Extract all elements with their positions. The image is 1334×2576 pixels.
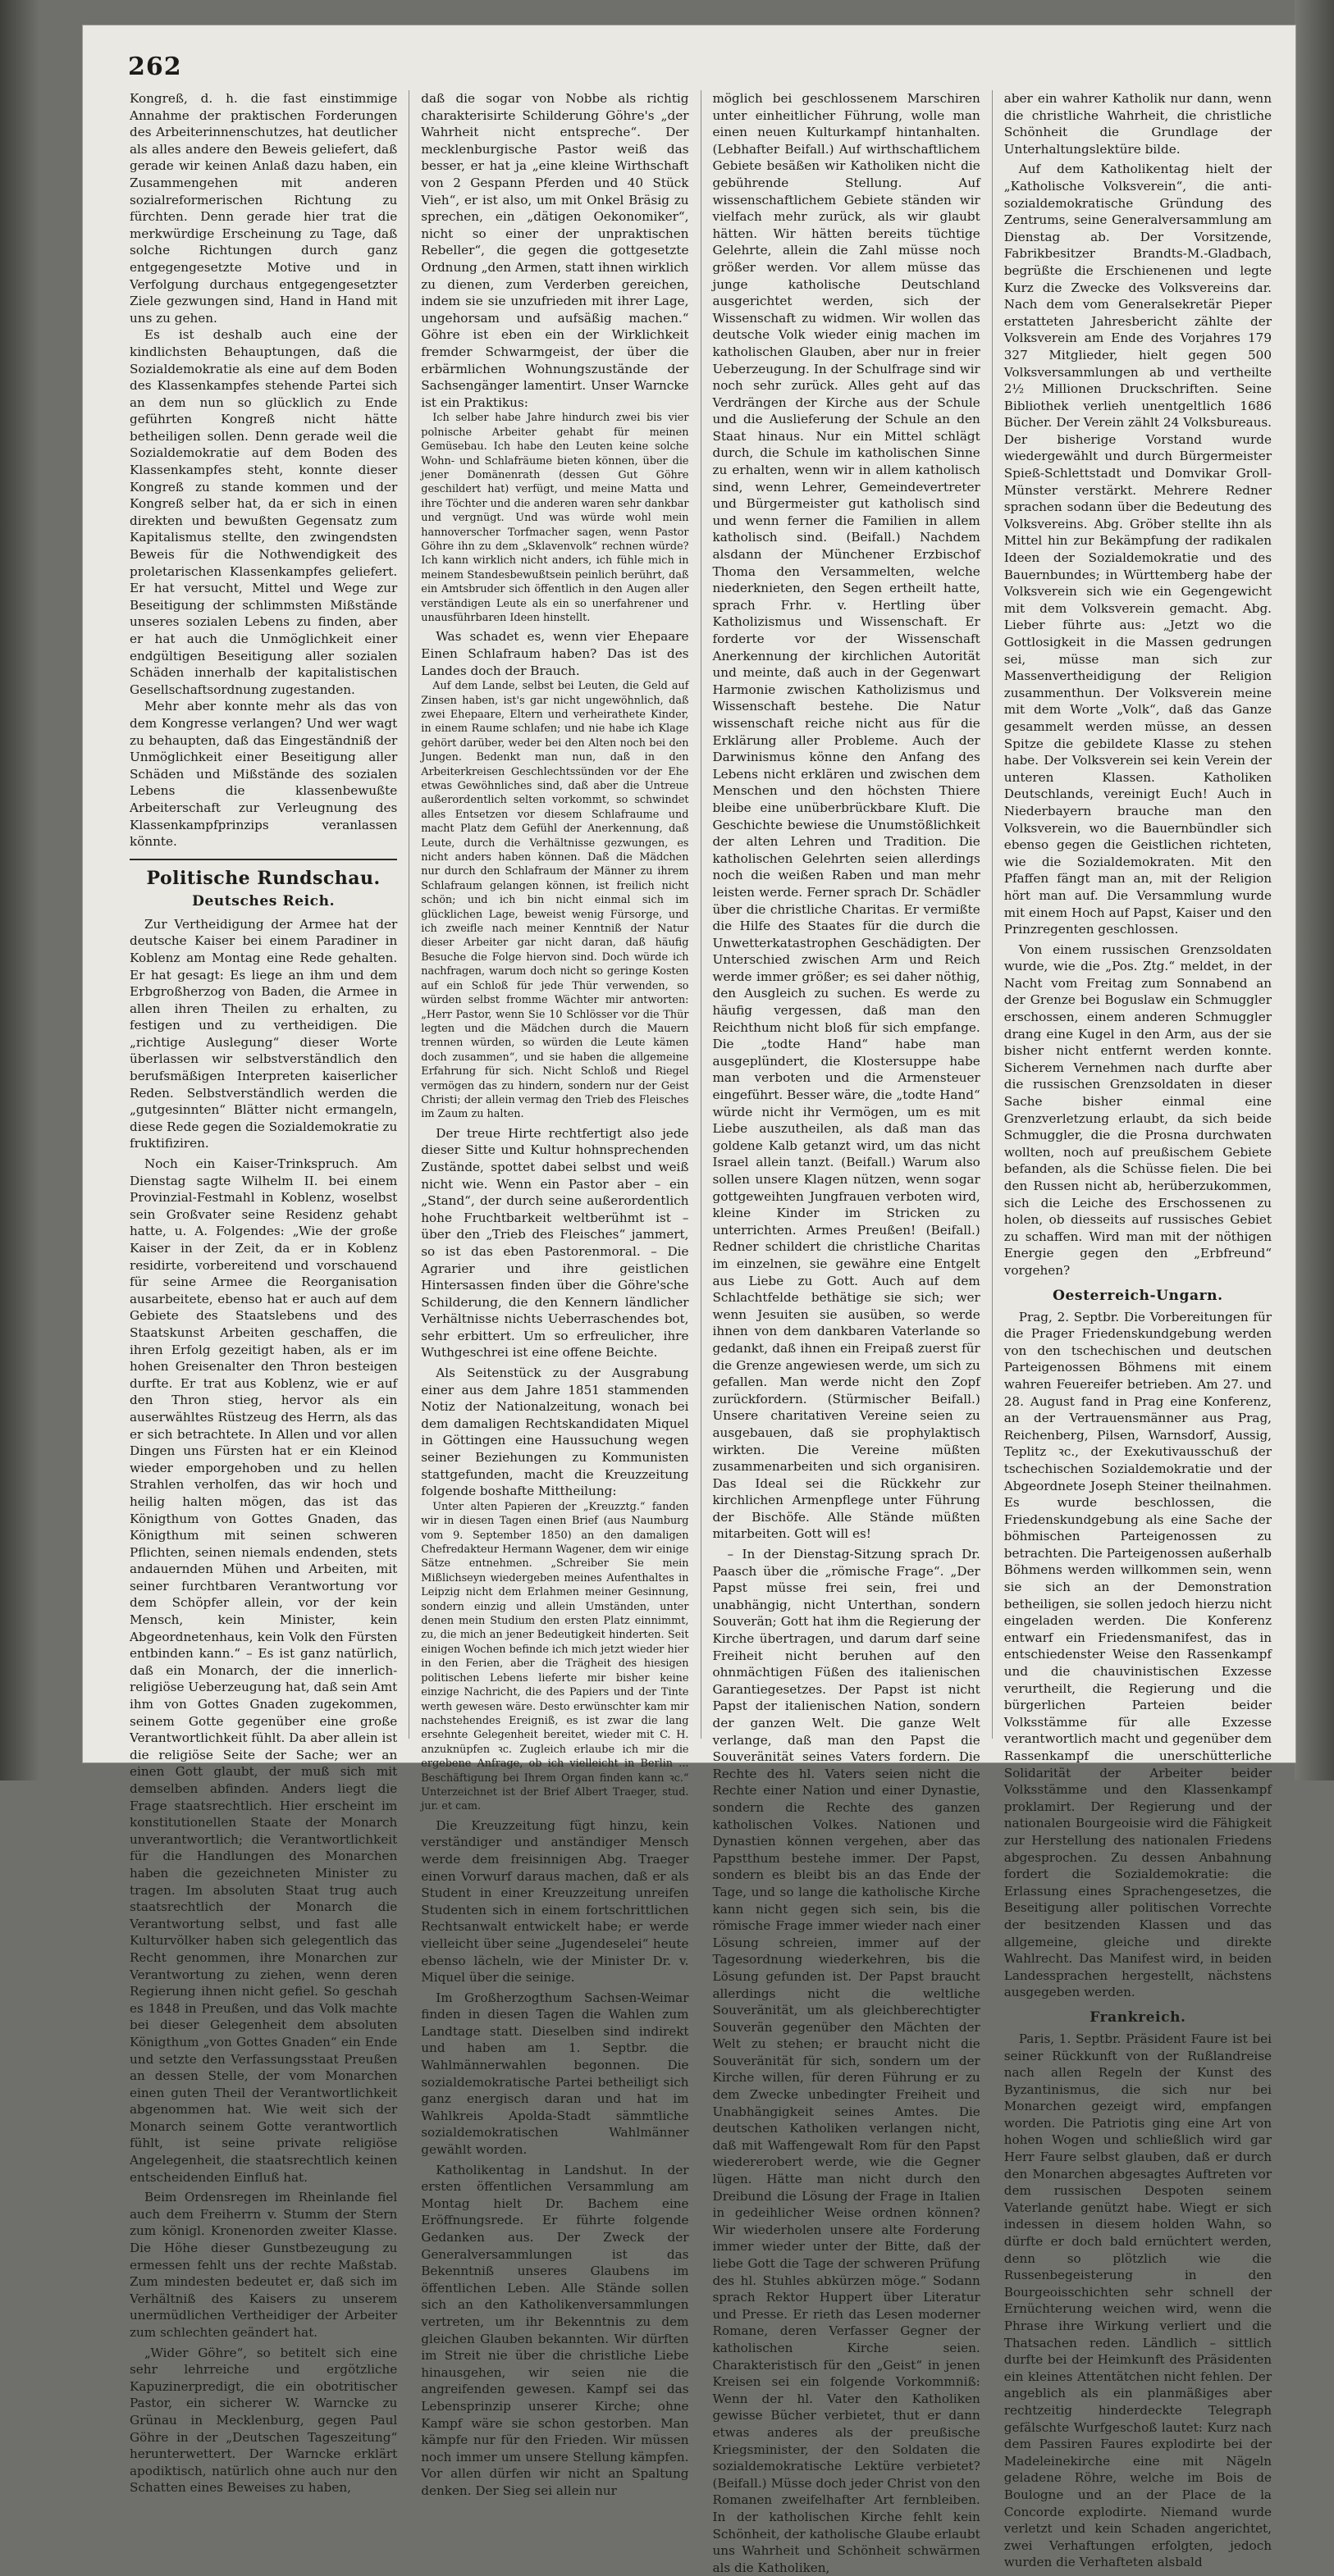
- quoted-passage: Auf dem Lande, selbst bei Leuten, die Geld auf Zinsen haben, ist's gar nicht ungewöhnlich, daß zwei Ehepaare, Eltern und verheirathete Kinder, in einem Raume schlafen; und nie habe ich Klage gehört darüber, weder bei den Alten noch bei den Jungen. Bedenkt man nun, daß in den Arbeiterkreisen Geschlechtssünden vor der Ehe etwas Gewöhnliches sind, daß aber die Untreue außerordentlich selten vorkommt, so schwindet alles Entsetzen vor diesem Schlafraume und macht Platz dem Gefühl der Anerkennung, daß Leute, durch die Verhältnisse gezwungen, es nicht anders haben können. Daß die Mädchen nur durch den Schlafraum der Männer zu ihrem Schlafraum gelangen können, ist freilich nicht schön; und ich bin nicht einmal sich im glücklichen Lage, beweist wenig Fürsorge, und ich zweifle nach meiner Kenntniß der Natur dieser Arbeiter gar nicht daran, daß häufig Besuche die Folge hiervon sind. Doch würde ich nachfragen, warum doch nicht so geringe Kosten auf ein Schloß für jede Thür verwenden, so würden selbst fromme Wächter mir antworten: „Herr Pastor, wenn Sie 10 Schlösser vor die Thür legten und die Mädchen durch die Mauern trennen würden, so würden die Leute kämen doch zusammen“, und sie haben die allgemeine Erfahrung für sich. Nicht Schloß und Riegel vermögen das zu hindern, sondern nur der Geist Christi; der allein vermag den Trieb des Fleisches im Zaum zu halten.: [421, 680, 689, 1121]
- column-4: [992, 90, 1283, 2570]
- paragraph: „Wider Göhre“, so betitelt sich eine sehr lehrreiche und ergötzliche Kapuzinerpredigt, die ein obotritischer Pastor, ein sicherer W. Warncke zu Grünau in Mecklenburg, gegen Paul Göhre in der „Deutschen Tageszeitung“ herunterwettert. Der Warncke erklärt apodiktisch, natürlich ohne auch nur den Schatten eines Beweises zu haben,: [130, 2345, 398, 2496]
- paragraph: Paris, 1. Septbr. Präsident Faure ist bei seiner Rückkunft von der Rußlandreise nach allen Regeln der Kunst des Byzantinismus, die sich nur bei Monarchen gezeigt wird, empfangen worden. Die Patriotis ging eine Art von hohen Wogen und schließlich wird gar Herr Faure selbst glauben, daß er durch den Monarchen abgesagtes Auftreten vor dem russischen Despoten seinem Vaterlande genützt habe. Wiegt er sich indessen in diesem holden Wahn, so dürfte er doch bald ernüchtert werden, denn so plötzlich wie die Russenbegeisterung in den Bourgeoisschichten sehr schnell der Ernüchterung weichen wird, wenn die Phrase ihre Wirkung verliert und die Thatsachen reden. Ländlich – sittlich durfte bei der Heimkunft des Präsidenten ein kleines Attentätchen nicht fehlen. Der angeblich als ein planmäßiges aber rechtzeitig hinderdeckte Telegraph gefälschte Wurfgeschoß lautet: Kurz nach dem Passiren Faures explodirte bei der Madeleinekirche eine mit Nägeln geladene Röhre, welche im Bois de Boulogne und an der Place de la Concorde explodirte. Niemand wurde verletzt und kein Schaden angerichtet, zwei Verhaftungen erfolgten, jedoch wurden die Verhafteten alsbald: [1003, 2031, 1272, 2570]
- paragraph: Mehr aber konnte mehr als das von dem Kongresse verlangen? Und wer wagt zu behaupten, daß das Eingeständniß der Unmöglichkeit einer Beseitigung aller Schäden und Mißstände des sozialen Lebens die klassenbewußte Arbeiterschaft zur Verleugnung des Klassenkampfprinzips veranlassen könnte.: [130, 699, 398, 850]
- newspaper-page: [82, 25, 1296, 2575]
- paragraph: – In der Dienstag-Sitzung sprach Dr. Paasch über die „römische Frage“. „Der Papst müsse frei sein, frei und unabhängig, nicht Unterthan, sondern Souverän; Gott hat ihm die Regierung der Kirche übertragen, und darum darf seine Freiheit nicht beruhen auf den ohnmächtigen Füßen des italienischen Garantiegesetzes. Der Papst ist nicht Papst der italienischen Nation, sondern der ganzen Welt. Die ganze Welt verlange, daß man den Papst die Souveränität seines Vaters fordern. Die Rechte des hl. Vaters seien nicht die Rechte einer Nation und einer Dynastie, sondern die Rechte des ganzen katholischen Volkes. Nationen und Dynastien können vergehen, aber das Papstthum bestehe immer. Der Papst, sondern es bleibt bis an das Ende der Tage, und so lange die katholische Kirche kann nicht gegen sich sein, bis die römische Frage immer wieder nach einer Lösung schreien, immer auf der Tagesordnung wiederkehren, bis die Lösung gefunden ist. Der Papst braucht allerdings nicht die weltliche Souveränität, um als gleichberechtigter Souverän gegenüber den Mächten der Welt zu stehen; er braucht nicht die Souveränität für sich, sondern um der Kirche willen, für deren Führung er zu dem Zwecke unbedingter Freiheit und Unabhängigkeit seines Amtes. Die deutschen Katholiken verlangen nicht, daß mit Waffengewalt Rom für den Papst wiedererobert werde, wie die Gegner lügen. Hätte man nicht durch den Dreibund die Lösung der Frage in Italien in gedeihlicher Weise ordnen können? Wir wiederholen unsere alte Forderung immer wieder unter der Bitte, daß der liebe Gott die Tage der schweren Prüfung des hl. Stuhles abkürzen möge.“ Sodann sprach Rektor Huppert über Literatur und Presse. Er rieth das Lesen moderner Romane, deren Verfasser Gegner der katholischen Kirche seien. Charakteristisch für den „Geist“ in jenen Kreisen sei ein folgende Vorkommniß: Wenn der hl. Vater den Katholiken gewisse Bücher verbietet, thut er dann etwas anderes als der preußische Kriegsminister, der den Soldaten die sozialdemokratische Lektüre verbietet? (Beifall.) Müsse doch jeder Christ von den Romanen zweifelhafter Art fernbleiben. In der katholischen Kirche fehlt kein Schönheit, der katholische Glaube erlaubt uns Wahrheit und Schönheit schwärmen als die Katholiken,: [712, 1547, 980, 2575]
- subsection-heading: Oesterreich-Ungarn.: [1053, 1287, 1223, 1304]
- paragraph: aber ein wahrer Katholik nur dann, wenn die christliche Wahrheit, die christliche Schönheit die Grundlage der Unterhaltungslektüre bilde.: [1003, 91, 1272, 157]
- column-1: [128, 90, 409, 2496]
- paragraph: Katholikentag in Landshut. In der ersten öffentlichen Versammlung am Montag hielt Dr. Bachem eine Eröffnungsrede. Er führte folgende Gedanken aus. Der Zweck der Generalversammlungen ist das Bekenntniß unseres Glaubens im öffentlichen Leben. Alle Stände sollen sich an den Katholikenversammlungen vertreten, um ihr Bekenntnis zu dem gleichen Glauben bekannten. Wir dürften im Streit nie über die christliche Liebe hinausgehen, wir seien nie die angreifenden gewesen. Kampf sei das Lebensprinzip unserer Kirche; ohne Kampf wäre sie schon gestorben. Man kämpfe nur für den Frieden. Wir müssen noch immer um unsere Stellung kämpfen. Vor allen dürfen wir nicht an Spaltung denken. Der Sieg sei allein nur: [421, 2162, 689, 2498]
- book-spine-shadow: [0, 0, 39, 1780]
- text-columns: [128, 90, 1283, 2575]
- paragraph: daß die sogar von Nobbe als richtig charakterisirte Schilderung Göhre's „der Wahrheit nicht entspreche“. Der mecklenburgische Pastor weiß das besser, er hat ja „eine kleine Wirthschaft von 2 Gespann Pferden und 40 Stück Vieh“, er ist also, um mit Onkel Bräsig zu sprechen, ein „dätigen Oekonomiker“, nicht so einer der unpraktischen Rebeller“, die gegen die gottgesetzte Ordnung „den Armen, statt ihnen wirklich zu dienen, zum Verderben gereichen, indem sie sie unzufrieden mit ihrer Lage, ungehorsam und aufsäßig machen.“ Göhre ist eben ein der Wirklichkeit fremder Schwarmgeist, der über die erbärmlichen Wohnungszustände der Sachsengänger lamentirt. Unser Warncke ist ein Praktikus:: [421, 91, 689, 410]
- paragraph: Im Großherzogthum Sachsen-Weimar finden in diesen Tagen die Wahlen zum Landtage statt. Dieselben sind indirekt und haben am 1. Septbr. die Wahlmännerwahlen begonnen. Die sozialdemokratische Partei betheiligt sich ganz energisch daran und hat im Wahlkreis Apolda-Stadt sämmtliche sozialdemokratischen Wahlmänner gewählt worden.: [421, 1990, 689, 2158]
- column-3: [701, 90, 992, 2575]
- paragraph: Noch ein Kaiser-Trinkspruch. Am Dienstag sagte Wilhelm II. bei einem Provinzial-Festmahl in Koblenz, woselbst sein Großvater seine Residenz gehabt hatte, u. A. Folgendes: „Wie der große Kaiser in der Zeit, da er in Koblenz residirte, vorbereitend und vorschauend für seine Armee die Reorganisation ausarbeitete, ebenso hat er auch auf dem Gebiete des Staatslebens und des Staatskunst Arbeiten geschaffen, die ihren Erfolg gezeitigt haben, als er im hohen Greisenalter den Thron besteigen durfte. Er trat aus Koblenz, wie er auf den Thron stieg, hervor als ein auserwähltes Rüstzeug des Herrn, als das er sich betrachtete. In Allen und vor allen Dingen uns Fürsten hat er ein Kleinod wieder emporgehoben und zu hellen Strahlen verholfen, das wir hoch und heilig halten mögen, das ist das Königthum von Gottes Gnaden, das Königthum mit seinen schweren Pflichten, seinen niemals endenden, stets andauernden Mühen und Arbeiten, mit seiner furchtbaren Verantwortung vor dem Schöpfer allein, vor der kein Mensch, kein Minister, kein Abgeordnetenhaus, kein Volk den Fürsten entbinden kann.“ – Es ist ganz natürlich, daß ein Monarch, der die innerlich-religiöse Ueberzeugung hat, daß sein Amt ihm von Gottes Gnaden zugekommen, seinem Gotte gegenüber eine große Verantwortlichkeit fühlt. Da aber allein ist die religiöse Seite der Sache; wer an einen Gott glaubt, der muß sich mit demselben abfinden. Anders liegt die Frage staatsrechtlich. Hier erscheint im konstitutionellen Staate der Monarch unverantwortlich; die Verantwortlichkeit für die Handlungen des Monarchen haben die gezeichneten Minister zu tragen. Im absoluten Staat trug auch staatsrechtlich der Monarch die Verantwortung selbst, und fast alle Kulturvölker haben sich gelegentlich das Recht genommen, ihre Monarchen zur Verantwortung zu ziehen, wenn deren Regierung ihnen nicht gefiel. So geschah es 1848 in Preußen, und das Volk machte bei dieser Gelegenheit dem absoluten Königthum „von Gottes Gnaden“ ein Ende und setzte den Verfassungsstaat Preußen an dessen Stelle, der vom Monarchen einen guten Theil der Verantwortlichkeit abgenommen hat. Wie weit sich der Monarch seinem Gotte verantwortlich fühlt, ist seine private religiöse Angelegenheit, die staatsrechtlich keinen entscheidenden Einfluß hat.: [130, 1156, 398, 2185]
- paragraph: Kongreß, d. h. die fast einstimmige Annahme der praktischen Forderungen des Arbeiterinnenschutzes, hat deutlicher als alles andere den Beweis geliefert, daß gerade wir keinen Anlaß dazu haben, ein Zusammengehen mit anderen sozialreformerischen Richtung zu fürchten. Denn gerade hier trat die merkwürdige Erscheinung zu Tage, daß solche Richtungen durch ganz entgegengesetzte Motive und in Verfolgung durchaus entgegengesetzter Ziele gezwungen sind, Hand in Hand mit uns zu gehen.: [130, 91, 398, 326]
- paragraph: Zur Vertheidigung der Armee hat der deutsche Kaiser bei einem Paradiner in Koblenz am Montag eine Rede gehalten. Er hat gesagt: Es liege an ihm und dem Erbgroßherzog von Baden, die Armee in allen ihren Theilen zu erhalten, zu festigen und zu vertheidigen. Die „richtige Auslegung“ dieser Worte überlassen wir selbstverständlich den berufsmäßigen Interpreten kaiserlicher Reden. Selbstverständlich werden die „gutgesinnten“ Blätter nicht ermangeln, diese Rede gegen die Sozialdemokratie zu fruktifiziren.: [130, 916, 398, 1151]
- paragraph: Als Seitenstück zu der Ausgrabung einer aus dem Jahre 1851 stammenden Notiz der Nationalzeitung, wonach bei dem damaligen Rechtskandidaten Miquel in Göttingen eine Haussuchung wegen seiner Beziehungen zu Kommunisten stattgefunden, macht die Kreuzzeitung folgende boshafte Mittheilung:: [421, 1366, 689, 1499]
- paragraph: Der treue Hirte rechtfertigt also jede dieser Sitte und Kultur hohnsprechenden Zustände, spottet dabei selbst und weiß nicht wie. Wenn ein Pastor aber – ein „Stand“, der durch seine außerordentlich hohe Fruchtbarkeit weltberühmt ist – über den „Trieb des Fleisches“ jammert, so ist das eben Pastorenmoral. – Die Agrarier und ihre geistlichen Hintersassen finden über die Göhre'sche Schilderung, die den Kennern ländlicher Verhältnisse nichts Ueberraschendes bot, sehr erbittert. Um so erfreulicher, ihre Wuthgeschrei ist eine offene Beichte.: [421, 1125, 689, 1361]
- paragraph: Was schadet es, wenn vier Ehepaare Einen Schlafraum haben? Das ist des Landes doch der Brauch.: [421, 629, 689, 678]
- subsection-heading: Frankreich.: [1090, 2008, 1186, 2026]
- paragraph: möglich bei geschlossenem Marschiren unter einheitlicher Führung, wolle man einen neuen Kulturkampf hintanhalten. (Lebhafter Beifall.) Auf wirthschaftlichem Gebiete besäßen wir Katholiken nicht die gebührende Stellung. Auf wissenschaftlichem Gebiete ständen wir vielfach mehr zurück, als wir glaubt hätten. Wir hätten bereits tüchtige Gelehrte, allein die Zahl müsse noch größer werden. Vor allem müsse das junge katholische Deutschland ausgerichtet werden, sich der Wissenschaft zu widmen. Wir wollen das deutsche Volk wieder einig machen im katholischen Glauben, aber nur in freier Ueberzeugung. In der Schulfrage sind wir noch sehr zurück. Alles geht auf das Verdrängen der Kirche aus der Schule und die Auslieferung der Schule an den Staat hinaus. Nur ein Mittel schlägt durch, die Schule im katholischen Sinne zu erhalten, wenn wir in allem katholisch sind, wenn Lehrer, Gemeindevertreter und Bürgermeister gut katholisch sind und wenn ferner die Familien in allem katholisch sind. (Beifall.) Nachdem alsdann der Münchener Erzbischof Thoma den Versammelten, welche niederknieten, den Segen ertheilt hatte, sprach Frhr. v. Hertling über Katholizismus und Wissenschaft. Er forderte vor der Wissenschaft Anerkennung der kirchlichen Autorität und meinte, daß auch in der Gegenwart Harmonie zwischen Katholizismus und Wissenschaft bestehe. Die Natur wissenschaft reiche nicht aus für die Erklärung aller Probleme. Auch der Darwinismus könne den Anfang des Lebens nicht erklären und zwischen dem Menschen und den höchsten Thiere bleibe eine unüberbrückbare Kluft. Die Geschichte bewiese die Unumstößlichkeit der alten Lehren und Tradition. Die katholischen Gelehrten seien allerdings noch die weißen Raben und man mehr leisten werde. Ferner sprach Dr. Schädler über die christliche Charitas. Er vermißte die Hilfe des Staates für die durch die Unwetterkatastrophen Geschädigten. Der Unterschied zwischen Arm und Reich werde immer größer; es sei daher nöthig, den Ausgleich zu suchen. Es werde zu häufig vergessen, daß man den Reichthum nicht bloß für sich empfange. Die „todte Hand“ habe man ausgeplündert, die Klostersuppe habe man verboten und die Armensteuer eingeführt. Besser wäre, die „todte Hand“ würde nicht ihr Vermögen, um es mit Liebe auszutheilen, als daß man das goldene Kalb getanzt wird, um das nicht Israel allein tanzt. (Beifall.) Warum also sollen unsere Klagen nützen, wenn sogar gottgeweihten Jungfrauen verboten wird, kleine Kinder im Stricken zu unterrichten. Armes Preußen! (Beifall.) Redner schildert die christliche Charitas im einzelnen, sie gewähre eine Entgelt aus Liebe zu Gott. Auch auf dem Schlachtfelde bethätige sie sich; wer wenn Jesuiten sie ausüben, so werde ihnen von dem dankbaren Vaterlande so gedankt, daß ihnen ein Freipaß zuerst für die Grenze angewiesen werde, um sich zu gefallen. Man werde nicht den Zopf zurückfordern. (Stürmischer Beifall.) Unsere charitativen Vereine seien zu ausgebauen, daß sie prophylaktisch wirkten. Die Vereine müßten zusammenarbeiten und sich organisiren. Das Ideal sei die Rückkehr zur kirchlichen Armenpflege unter Führung der Bischöfe. Alle Stände müßten mitarbeiten. Gott will es!: [712, 91, 980, 1542]
- paragraph: Beim Ordensregen im Rheinlande fiel auch dem Freiherrn v. Stumm der Stern zum königl. Kronenorden zweiter Klasse. Die Höhe dieser Gunstbezeugung zu ermessen fehlt uns der rechte Maßstab. Zum mindesten bedeutet er, daß sich im Verhältniß des Kaisers zu unserem unermüdlichen Vertheidiger der Arbeiter zum schlechten geändert hat.: [130, 2190, 398, 2340]
- column-2: [409, 90, 700, 2498]
- paragraph: Die Kreuzzeitung fügt hinzu, kein verständiger und anständiger Mensch werde dem freisinnigen Abg. Traeger einen Vorwurf daraus machen, daß er als Student in einer Kreuzzeitung unreifen Studenten sich in einem fortschrittlichen Rechtsanwalt entwickelt habe; er werde vielleicht über seine „Jugendeselei“ heute ebenso lächeln, wie der Minister Dr. v. Miquel über die seinige.: [421, 1817, 689, 1986]
- section-heading: Politische Rundschau.: [146, 867, 381, 889]
- paragraph: Von einem russischen Grenzsoldaten wurde, wie die „Pos. Ztg.“ meldet, in der Nacht vom Freitag zum Sonnabend an der Grenze bei Boguslaw ein Schmuggler erschossen, einem anderen Schmuggler drang eine Kugel in den Arm, aus der sie bisher nicht entfernt werden konnte. Sicherem Vernehmen nach durfte aber die russischen Grenzsoldaten in dieser Sache bisher einmal eine Grenzverletzung erlaubt, da sich beide Schmuggler, die die Prosna durchwaten wollten, noch auf preußischem Gebiete befanden, als die Schüsse fielen. Die bei den Russen nicht ab, herüberzukommen, sich die Leiche des Erschossenen zu holen, ob diesseits auf russisches Gebiet zu schaffen. Wird man mit der nöthigen Energie gegen den „Erbfreund“ vorgehen?: [1003, 941, 1272, 1278]
- paragraph: Auf dem Katholikentag hielt der „Katholische Volksverein“, die anti-sozialdemokratische Gründung des Zentrums, seine Generalversammlung am Dienstag ab. Der Vorsitzende, Fabrikbesitzer Brandts-M.-Gladbach, begrüßte die Erschienenen und legte Kurz die Zwecke des Volksvereins dar. Nach dem vom Generalsekretär Pieper erstatteten Jahresbericht zählte der Volksverein am Ende des Vorjahres 179 327 Mitglieder, hielt gegen 500 Volksversammlungen ab und vertheilte 2½ Millionen Druckschriften. Seine Bibliothek verlieh unentgeltlich 1686 Bücher. Der Verein zählt 24 Volksbureaus. Der bisherige Vorstand wurde wiedergewählt und durch Bürgermeister Spieß-Schlettstadt und Domvikar Groll-Münster verstärkt. Mehrere Redner sprachen sodann über die Bedeutung des Volksvereins. Abg. Gröber stellte ihn als Mittel hin zur Bekämpfung der radikalen Ideen der Sozialdemokratie und des Bauernbundes; in Württemberg habe der Volksverein sich wie ein Gegengewicht mit dem Volksverein gemacht. Abg. Lieber führte aus: „Jetzt wo die Gottlosigkeit in die Massen gedrungen sei, müsse man sich zur Massenvertheidigung der Religion zusammenthun. Der Volksverein meine mit dem Worte „Volk“, daß das Ganze gesammelt werden müsse, an dessen Spitze die gebildete Klasse zu stehen habe. Der Volksverein sei kein Verein der unteren Klassen. Katholiken Deutschlands, vereinigt Euch! Auch in Niederbayern brauche man den Volksverein, wo die Bauernbündler sich ebenso gegen die Geistlichen richteten, wie die Sozialdemokraten. Mit den Pfaffen fängt man an, mit der Religion hört man auf. Die Versammlung wurde mit einem Hoch auf Papst, Kaiser und den Prinzregenten geschlossen.: [1003, 162, 1272, 937]
- paragraph: Es ist deshalb auch eine der kindlichsten Behauptungen, daß die Sozialdemokratie als eine auf dem Boden des Klassenkampfes stehende Partei sich an dem nun so glücklich zu Ende geführten Kongreß nicht hätte betheiligen sollen. Denn gerade weil die Sozialdemokratie auf dem Boden des Klassenkampfes steht, konnte dieser Kongreß zu stande kommen und der Kongreß selber hat, da er sich in einen direkten und bewußten Gegensatz zum Kapitalismus stellte, den zwingendsten Beweis für die Nothwendigkeit des proletarischen Klassenkampfes geliefert. Er hat versucht, Mittel und Wege zur Beseitigung der schlimmsten Mißstände unseres sozialen Lebens zu finden, aber er hat auch die Unmöglichkeit einer endgültigen Beseitigung aller sozialen Schäden innerhalb der kapitalistischen Gesellschaftsordnung zugestanden.: [130, 327, 398, 697]
- quoted-passage: Unter alten Papieren der „Kreuzztg.“ fanden wir in diesen Tagen einen Brief (aus Naumburg vom 9. September 1850) an den damaligen Chefredakteur Hermann Wagener, dem wir einige Sätze entnehmen. „Schreiber Sie mein Mißlichseyn wiedergeben meines Aufenthaltes in Leipzig nicht dem Erlahmen meiner Gesinnung, sondern einzig und allein Umständen, unter denen mein Studium den ersten Platz einnimmt, zu, die mich an jener Bedeutigkeit hinderten. Seit einigen Wochen befinde ich mich jetzt wieder hier in den Ferien, aber die Trägheit des hiesigen politischen Lebens lieferte mir bisher keine einzige Nachricht, die des Papiers und der Tinte werth gewesen wäre. Desto erwünschter kam mir nachstehendes Ereigniß, es ist zwar die lang ersehnte Gelegenheit bereitet, wieder mit C. H. anzuknüpfen ꝛc. Zugleich erlaube ich mir die ergebene Anfrage, ob ich vielleicht in Berlin ... Beschäftigung bei Ihrem Organ finden kann ꝛc.“ Unterzeichnet ist der Brief Albert Traeger, stud. jur. et cam.: [421, 1500, 689, 1813]
- subsection-heading: Deutsches Reich.: [192, 892, 336, 910]
- page-number: 262: [128, 52, 182, 81]
- section-divider: [130, 859, 397, 860]
- quoted-passage: Ich selber habe Jahre hindurch zwei bis vier polnische Arbeiter gehabt für meinen Gemüsebau. Ich habe den Leuten keine solche Wohn- und Schlafräume bieten können, über die jener Domänenrath (dessen Gut Göhre geschildert hat) verfügt, und meine Matta und ihre Töchter und die anderen waren sehr dankbar und vergnügt. Und was würde wohl mein hannoverscher Torfmacher sagen, wenn Pastor Göhre ihn zu dem „Sklavenvolk“ rechnen würde? Ich kann wirklich nicht anders, ich fühle mich in meinem Standesbewußtsein peinlich berührt, daß ein Amtsbruder sich öffentlich in den Augen aller verständigen Leute als ein so unerfahrener und unausführbaren Ideen hinstellt.: [421, 412, 689, 624]
- paragraph: Prag, 2. Septbr. Die Vorbereitungen für die Prager Friedenskundgebung werden von den tschechischen und deutschen Parteigenossen Böhmens mit einem wahren Feuereifer betrieben. Am 27. und 28. August fand in Prag eine Konferenz, an der Vertrauensmänner aus Prag, Reichenberg, Pilsen, Warnsdorf, Aussig, Teplitz ꝛc., der Exekutivausschuß der tschechischen Sozialdemokratie und der Abgeordnete Joseph Steiner theilnahmen. Es wurde beschlossen, die Friedenskundgebung als eine Sache der böhmischen Parteigenossen zu betrachten. Die Parteigenossen außerhalb Böhmens werden willkommen sein, wenn sie sich an der Demonstration betheiligen, sie sollen jedoch hierzu nicht eingeladen werden. Die Konferenz entwarf ein Friedensmanifest, das in entschiedenster Weise den Rassenkampf und die chauvinistischen Exzesse verurtheilt, die Regierung und die bürgerlichen Parteien beider Volksstämme für alle Exzesse verantwortlich macht und gegenüber dem Rassenkampf die unerschütterliche Solidarität der Arbeiter beider Volksstämme und den Klassenkampf proklamirt. Der Regierung und der nationalen Bourgeoisie wird die Fähigkeit zur Herstellung des nationalen Friedens abgesprochen. Zu dessen Anbahnung fordert die Sozialdemokratie: die Erlassung eines Sprachengesetzes, die Beseitigung aller politischen Vorrechte der besitzenden Klassen und das allgemeine, gleiche und direkte Wahlrecht. Das Manifest wird, in beiden Landessprachen hergestellt, nächstens ausgegeben werden.: [1003, 1309, 1272, 2000]
- page-edge-shadow: [1295, 0, 1334, 1780]
